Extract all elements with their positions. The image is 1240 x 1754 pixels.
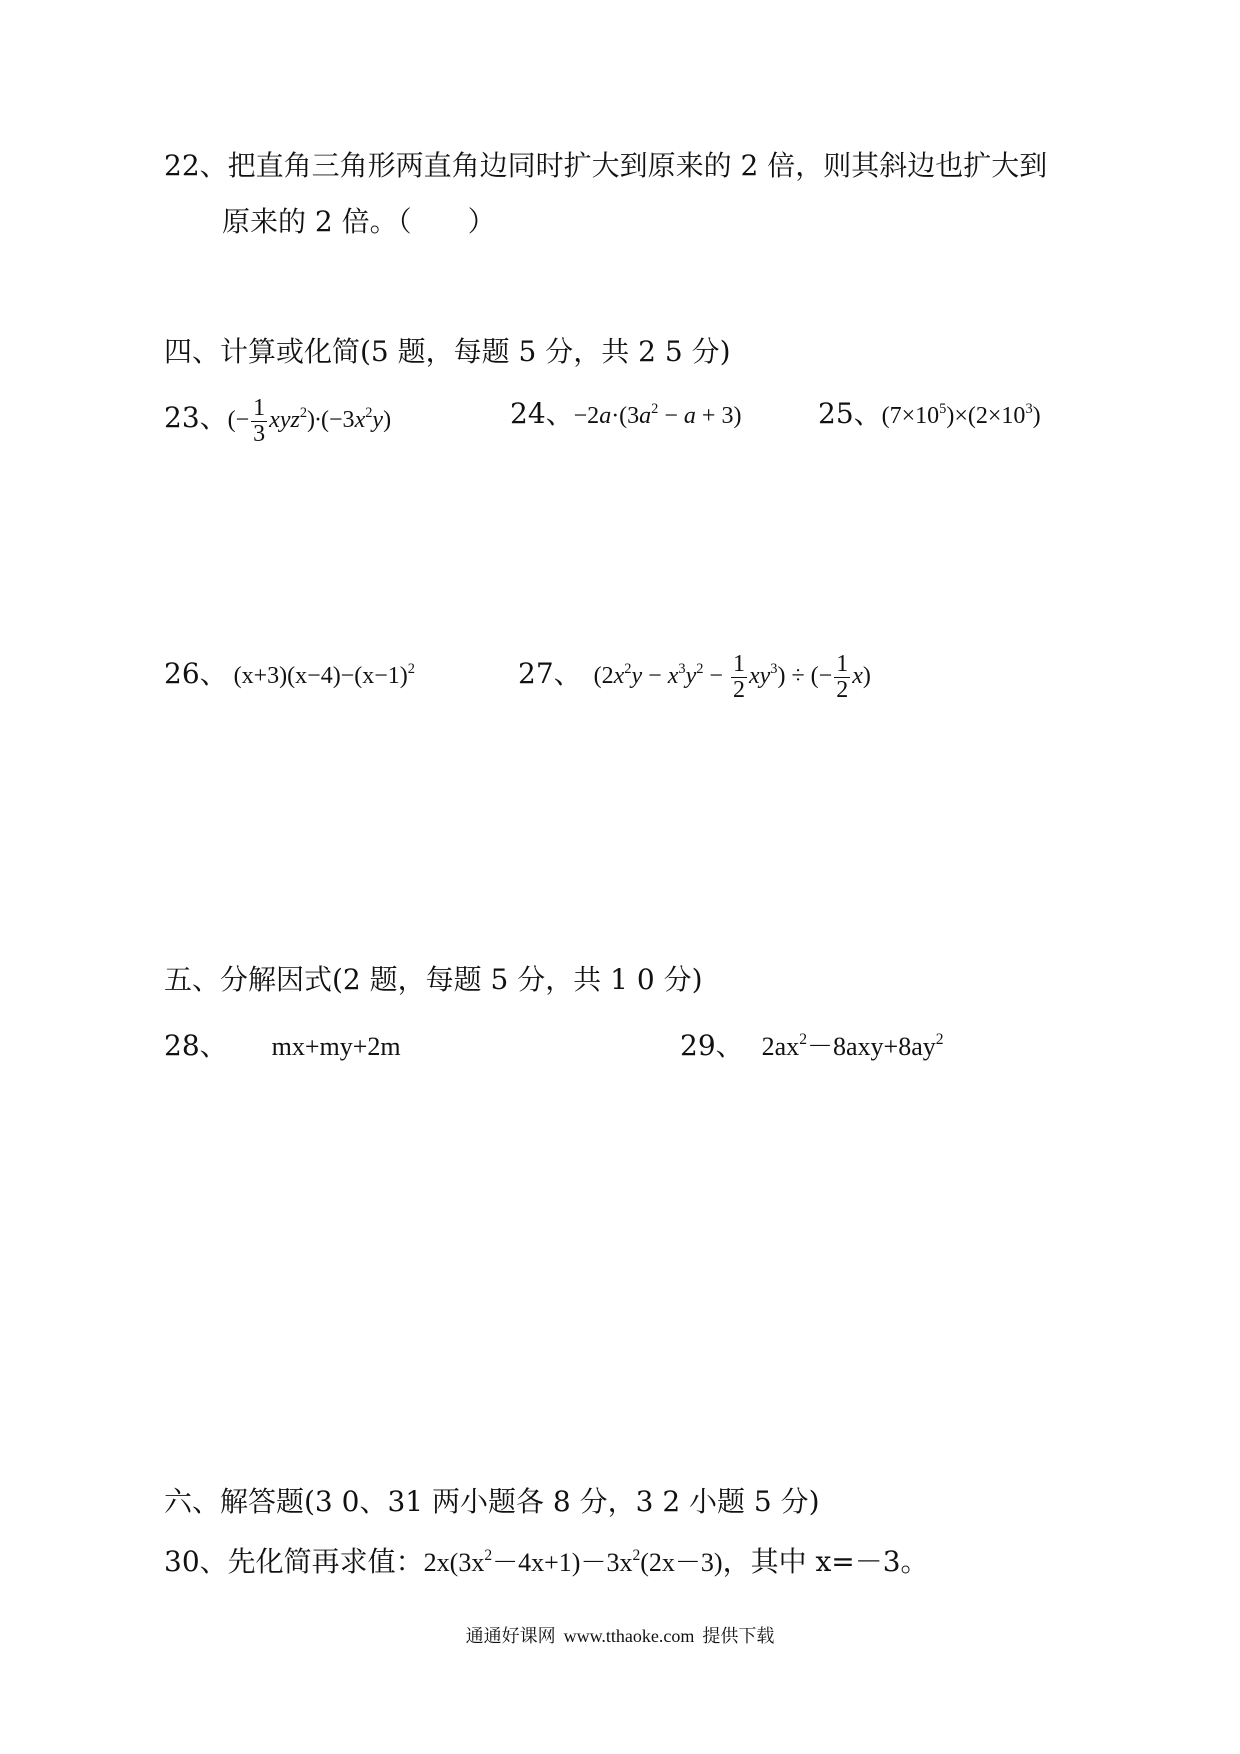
question-24 [510, 397, 742, 430]
question-30-suffix: ，其中 x=－3。 [722, 1545, 929, 1578]
question-27 [518, 652, 871, 703]
footer-site-name: 通通好课网 [465, 1626, 556, 1647]
question-26-expression: $(x+3)(x-4)-(x-1)^2$ [233, 660, 415, 689]
question-27-expression: ($2x^2y - x^3y^2$ − $\frac{1}{2}$ $xy^3$) ÷ (− $\frac{1}{2}$ x) [593, 651, 871, 704]
question-30 [164, 1545, 929, 1578]
question-25-number: 25、 [818, 397, 882, 430]
question-25 [818, 397, 1041, 430]
question-26-number: 26、 [164, 657, 228, 690]
question-28-number: 28、 [164, 1029, 228, 1062]
question-24-expression: $-2a\cdot(3a^2 - a + 3)$ [573, 400, 742, 429]
question-25-expression: $(7\times 10^5)\times(2\times 10^3)$ [881, 400, 1041, 429]
question-23-number: 23、 [164, 401, 228, 435]
question-26 [164, 657, 415, 690]
question-28-expression: mx+my+2m [271, 1032, 401, 1061]
question-23-expression: (− $\frac{1}{3}$ $xyz^2)\cdot(-3x^2y)$ [227, 395, 392, 448]
section-4-heading: 四、计算或化简(5 题，每题 5 分，共 2 5 分) [164, 335, 731, 368]
question-23 [164, 396, 391, 447]
section-6-heading: 六、解答题(3 0、31 两小题各 8 分，3 2 小题 5 分) [164, 1485, 820, 1518]
section-5-heading: 五、分解因式(2 题，每题 5 分，共 1 0 分) [164, 963, 703, 996]
question-30-expression: $2x(3x^2-4x+1)-3x^2(2x-3)$ [423, 1547, 723, 1577]
question-27-number: 27、 [518, 657, 582, 691]
question-30-prefix: 先化简再求值： [227, 1545, 424, 1578]
question-29-expression: $2ax^2-8axy+8ay^2$ [761, 1031, 944, 1061]
question-28 [164, 1029, 401, 1062]
footer-url: www.tthaoke.com [563, 1626, 695, 1646]
question-24-number: 24、 [510, 397, 574, 430]
question-22-line-1: 22、把直角三角形两直角边同时扩大到原来的 2 倍，则其斜边也扩大到 [164, 149, 1048, 182]
question-29-number: 29、 [680, 1029, 744, 1062]
question-29 [680, 1029, 944, 1062]
page-footer [0, 1622, 1240, 1648]
question-30-number: 30、 [164, 1545, 228, 1578]
question-22-line-2: 原来的 2 倍。（ ） [222, 205, 496, 238]
footer-tail: 提供下载 [702, 1626, 775, 1647]
